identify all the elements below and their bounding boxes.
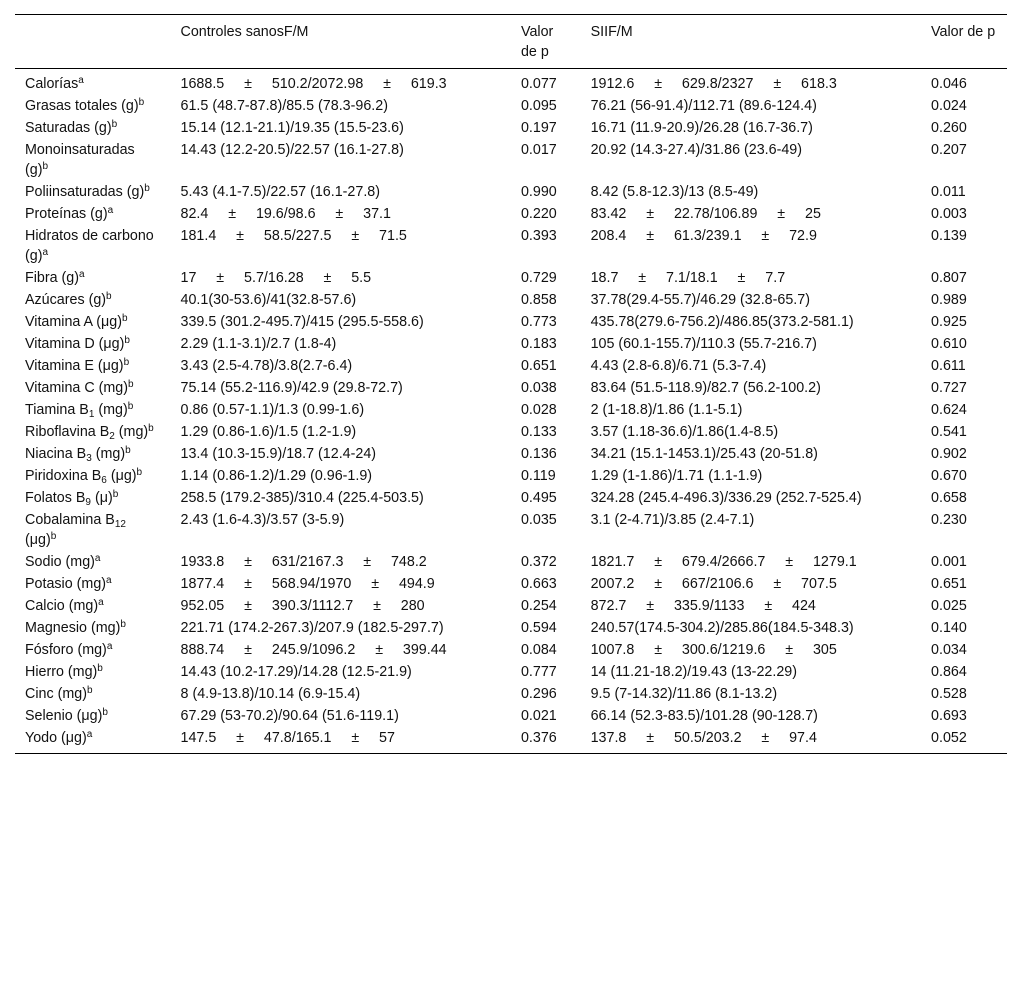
nutrient-name: Monoinsaturadas (g) xyxy=(25,142,135,178)
siif-p-value-cell: 0.651 xyxy=(931,576,967,592)
siif-value-cell: 1.29 (1-1.86)/1.71 (1.1-1.9) xyxy=(590,468,763,484)
controls-value-cell: 13.4 (10.3-15.9)/18.7 (12.4-24) xyxy=(180,446,377,462)
controls-value-cell: 1.29 (0.86-1.6)/1.5 (1.2-1.9) xyxy=(180,424,357,440)
table-row xyxy=(15,443,1007,465)
nutrient-name-cell xyxy=(15,117,171,139)
footnote-marker: b xyxy=(111,119,118,130)
controls-p-value-cell: 0.028 xyxy=(520,402,557,418)
siif-value-cell: 14 (11.21-18.2)/19.43 (13-22.29) xyxy=(590,664,797,680)
controls-value-cell: 8 (4.9-13.8)/10.14 (6.9-15.4) xyxy=(180,686,361,702)
controls-p-value-cell: 0.038 xyxy=(520,380,557,396)
controls-p-value-cell: 0.035 xyxy=(520,512,557,528)
table-row xyxy=(15,355,1007,377)
nutrient-name-cell xyxy=(15,225,171,267)
footnote-marker: b xyxy=(120,619,126,630)
footnote-marker: b xyxy=(124,335,130,346)
nutrient-name-cell xyxy=(15,639,171,661)
siif-p-value-cell: 0.925 xyxy=(931,314,967,330)
controls-p-value-cell: 0.296 xyxy=(520,686,557,702)
footnote-marker: b xyxy=(112,489,119,500)
controls-value-cell: 61.5 (48.7-87.8)/85.5 (78.3-96.2) xyxy=(180,98,388,114)
nutrient-name-cell xyxy=(15,267,171,289)
table-row xyxy=(15,267,1007,289)
footnote-marker: a xyxy=(98,597,104,608)
header-controls: Controles sanosF/M xyxy=(180,24,309,40)
nutrient-name-cell xyxy=(15,661,171,683)
table-row xyxy=(15,333,1007,355)
siif-p-value-cell: 0.541 xyxy=(931,424,967,440)
footnote-marker: b xyxy=(136,467,143,478)
table-header-row xyxy=(15,15,1007,69)
controls-value-cell: 17 ± 5.7/16.28 ± 5.5 xyxy=(180,270,372,286)
siif-p-value-cell: 0.003 xyxy=(931,206,967,222)
siif-p-value-cell: 0.260 xyxy=(931,120,967,136)
nutrient-name: Calorías xyxy=(25,76,79,92)
table-row xyxy=(15,639,1007,661)
footnote-marker: b xyxy=(106,291,112,302)
nutrient-name-cell xyxy=(15,289,171,311)
controls-value-cell: 2.29 (1.1-3.1)/2.7 (1.8-4) xyxy=(180,336,337,352)
controls-p-value-cell: 0.773 xyxy=(520,314,557,330)
siif-value-cell: 37.78(29.4-55.7)/46.29 (32.8-65.7) xyxy=(590,292,810,308)
siif-p-value-cell: 0.140 xyxy=(931,620,967,636)
table-row xyxy=(15,617,1007,639)
nutrient-name-cell xyxy=(15,509,171,551)
nutrient-unit: (mg) xyxy=(114,424,149,440)
siif-value-cell: 83.42 ± 22.78/106.89 ± 25 xyxy=(590,206,821,222)
controls-p-value-cell: 0.651 xyxy=(520,358,557,374)
nutrient-name: Vitamina C (mg) xyxy=(25,380,129,396)
siif-value-cell: 105 (60.1-155.7)/110.3 (55.7-216.7) xyxy=(590,336,817,352)
controls-value-cell: 221.71 (174.2-267.3)/207.9 (182.5-297.7) xyxy=(180,620,444,636)
vitamin-subscript: 12 xyxy=(114,519,126,530)
controls-value-cell: 1.14 (0.86-1.2)/1.29 (0.96-1.9) xyxy=(180,468,373,484)
siif-value-cell: 324.28 (245.4-496.3)/336.29 (252.7-525.4) xyxy=(590,490,862,506)
vitamin-subscript: 3 xyxy=(86,453,92,464)
nutrient-name: Grasas totales (g) xyxy=(25,98,139,114)
controls-value-cell: 147.5 ± 47.8/165.1 ± 57 xyxy=(180,730,395,746)
nutrient-name-cell xyxy=(15,69,171,96)
nutrient-name: Hidratos de carbono (g) xyxy=(25,228,154,264)
footnote-marker: a xyxy=(106,575,112,586)
siif-value-cell: 2007.2 ± 667/2106.6 ± 707.5 xyxy=(590,576,837,592)
controls-value-cell: 952.05 ± 390.3/1112.7 ± 280 xyxy=(180,598,425,614)
header-nutrient xyxy=(15,15,171,69)
table-row xyxy=(15,139,1007,181)
nutrient-name-cell xyxy=(15,181,171,203)
nutrient-name: Saturadas (g) xyxy=(25,120,112,136)
table-row xyxy=(15,181,1007,203)
controls-value-cell: 2.43 (1.6-4.3)/3.57 (3-5.9) xyxy=(180,512,345,528)
controls-value-cell: 888.74 ± 245.9/1096.2 ± 399.44 xyxy=(180,642,447,658)
controls-p-value-cell: 0.133 xyxy=(520,424,557,440)
table-row xyxy=(15,509,1007,551)
vitamin-subscript: 2 xyxy=(109,431,115,442)
siif-value-cell: 240.57(174.5-304.2)/285.86(184.5-348.3) xyxy=(590,620,854,636)
siif-p-value-cell: 0.611 xyxy=(931,358,966,374)
controls-value-cell: 1933.8 ± 631/2167.3 ± 748.2 xyxy=(180,554,427,570)
footnote-marker: b xyxy=(123,357,130,368)
siif-value-cell: 76.21 (56-91.4)/112.71 (89.6-124.4) xyxy=(590,98,817,114)
nutrient-name: Azúcares (g) xyxy=(25,292,107,308)
controls-p-value-cell: 0.372 xyxy=(520,554,557,570)
nutrient-name: Vitamina D (μg) xyxy=(25,336,125,352)
table-row xyxy=(15,595,1007,617)
table-row xyxy=(15,399,1007,421)
controls-p-value-cell: 0.183 xyxy=(520,336,557,352)
nutrient-name: Magnesio (mg) xyxy=(25,620,121,636)
controls-value-cell: 0.86 (0.57-1.1)/1.3 (0.99-1.6) xyxy=(180,402,365,418)
siif-value-cell: 66.14 (52.3-83.5)/101.28 (90-128.7) xyxy=(590,708,818,724)
nutrient-name: Vitamina E (μg) xyxy=(25,358,124,374)
nutrient-name-cell xyxy=(15,487,171,509)
table-row xyxy=(15,421,1007,443)
footnote-marker: b xyxy=(102,707,108,718)
siif-p-value-cell: 0.902 xyxy=(931,446,967,462)
nutrient-name: Niacina B xyxy=(25,446,87,462)
controls-p-value-cell: 0.017 xyxy=(520,142,557,158)
nutrient-name-cell xyxy=(15,377,171,399)
footnote-marker: b xyxy=(138,97,145,108)
footnote-marker: a xyxy=(106,641,113,652)
siif-p-value-cell: 0.001 xyxy=(931,554,967,570)
vitamin-subscript: 6 xyxy=(101,475,107,486)
footnote-marker: b xyxy=(42,161,49,172)
siif-p-value-cell: 0.610 xyxy=(931,336,967,352)
siif-p-value-cell: 0.727 xyxy=(931,380,967,396)
siif-value-cell: 83.64 (51.5-118.9)/82.7 (56.2-100.2) xyxy=(590,380,821,396)
nutrient-name-cell xyxy=(15,551,171,573)
controls-p-value-cell: 0.220 xyxy=(520,206,557,222)
nutrient-name: Riboflavina B xyxy=(25,424,110,440)
nutrient-unit: (μg) xyxy=(25,532,51,548)
siif-value-cell: 3.1 (2-4.71)/3.85 (2.4-7.1) xyxy=(590,512,755,528)
table-row xyxy=(15,465,1007,487)
footnote-marker: a xyxy=(79,269,85,280)
table-row xyxy=(15,705,1007,727)
footnote-marker: a xyxy=(42,247,49,258)
siif-p-value-cell: 0.139 xyxy=(931,228,967,244)
header-p-value-controls: Valor de p xyxy=(520,24,554,60)
table-row xyxy=(15,203,1007,225)
siif-value-cell: 2 (1-18.8)/1.86 (1.1-5.1) xyxy=(590,402,743,418)
siif-p-value-cell: 0.024 xyxy=(931,98,967,114)
siif-value-cell: 34.21 (15.1-1453.1)/25.43 (20-51.8) xyxy=(590,446,818,462)
controls-value-cell: 1688.5 ± 510.2/2072.98 ± 619.3 xyxy=(180,76,447,92)
controls-value-cell: 181.4 ± 58.5/227.5 ± 71.5 xyxy=(180,228,407,244)
nutrient-name: Fibra (g) xyxy=(25,270,80,286)
siif-value-cell: 18.7 ± 7.1/18.1 ± 7.7 xyxy=(590,270,786,286)
nutrient-unit: (mg) xyxy=(91,446,126,462)
vitamin-subscript: 9 xyxy=(85,497,91,508)
nutrient-name-cell xyxy=(15,465,171,487)
table-row xyxy=(15,377,1007,399)
siif-value-cell: 16.71 (11.9-20.9)/26.28 (16.7-36.7) xyxy=(590,120,813,136)
controls-value-cell: 15.14 (12.1-21.1)/19.35 (15.5-23.6) xyxy=(180,120,404,136)
controls-p-value-cell: 0.254 xyxy=(520,598,557,614)
table-row xyxy=(15,311,1007,333)
nutrient-name: Selenio (μg) xyxy=(25,708,103,724)
controls-value-cell: 1877.4 ± 568.94/1970 ± 494.9 xyxy=(180,576,435,592)
footnote-marker: a xyxy=(86,729,93,740)
siif-p-value-cell: 0.011 xyxy=(931,184,966,200)
siif-value-cell: 872.7 ± 335.9/1133 ± 424 xyxy=(590,598,816,614)
footnote-marker: b xyxy=(125,445,131,456)
nutrient-name: Potasio (mg) xyxy=(25,576,107,592)
table-row xyxy=(15,69,1007,96)
siif-p-value-cell: 0.807 xyxy=(931,270,967,286)
nutrient-name-cell xyxy=(15,617,171,639)
controls-p-value-cell: 0.594 xyxy=(520,620,557,636)
siif-value-cell: 137.8 ± 50.5/203.2 ± 97.4 xyxy=(590,730,817,746)
siif-value-cell: 20.92 (14.3-27.4)/31.86 (23.6-49) xyxy=(590,142,803,158)
controls-p-value-cell: 0.197 xyxy=(520,120,557,136)
table-row xyxy=(15,487,1007,509)
nutrient-name-cell xyxy=(15,333,171,355)
table-row xyxy=(15,95,1007,117)
header-p-value-siif: Valor de p xyxy=(931,24,996,40)
controls-value-cell: 75.14 (55.2-116.9)/42.9 (29.8-72.7) xyxy=(180,380,403,396)
controls-p-value-cell: 0.095 xyxy=(520,98,557,114)
nutrient-name-cell xyxy=(15,595,171,617)
controls-p-value-cell: 0.084 xyxy=(520,642,557,658)
siif-value-cell: 435.78(279.6-756.2)/486.85(373.2-581.1) xyxy=(590,314,854,330)
siif-p-value-cell: 0.693 xyxy=(931,708,967,724)
siif-value-cell: 208.4 ± 61.3/239.1 ± 72.9 xyxy=(590,228,817,244)
siif-p-value-cell: 0.230 xyxy=(931,512,967,528)
table-row xyxy=(15,661,1007,683)
controls-p-value-cell: 0.136 xyxy=(520,446,557,462)
nutrient-name-cell xyxy=(15,139,171,181)
nutrient-name: Folatos B xyxy=(25,490,86,506)
footnote-marker: b xyxy=(127,401,134,412)
controls-p-value-cell: 0.663 xyxy=(520,576,557,592)
table-row xyxy=(15,683,1007,705)
table-row xyxy=(15,117,1007,139)
nutrient-name: Proteínas (g) xyxy=(25,206,108,222)
nutrient-name: Fósforo (mg) xyxy=(25,642,107,658)
siif-p-value-cell: 0.989 xyxy=(931,292,967,308)
nutrient-name-cell xyxy=(15,421,171,443)
nutrient-name: Cobalamina B xyxy=(25,512,115,528)
nutrient-name: Cinc (mg) xyxy=(25,686,87,702)
nutrient-name-cell xyxy=(15,705,171,727)
nutrient-name: Vitamina A (μg) xyxy=(25,314,122,330)
siif-value-cell: 4.43 (2.8-6.8)/6.71 (5.3-7.4) xyxy=(590,358,767,374)
controls-value-cell: 82.4 ± 19.6/98.6 ± 37.1 xyxy=(180,206,391,222)
controls-value-cell: 14.43 (10.2-17.29)/14.28 (12.5-21.9) xyxy=(180,664,412,680)
controls-value-cell: 258.5 (179.2-385)/310.4 (225.4-503.5) xyxy=(180,490,424,506)
siif-p-value-cell: 0.207 xyxy=(931,142,967,158)
siif-p-value-cell: 0.025 xyxy=(931,598,967,614)
table-row xyxy=(15,551,1007,573)
nutrient-name: Poliinsaturadas (g) xyxy=(25,184,145,200)
controls-value-cell: 14.43 (12.2-20.5)/22.57 (16.1-27.8) xyxy=(180,142,404,158)
table-row xyxy=(15,727,1007,754)
controls-p-value-cell: 0.777 xyxy=(520,664,557,680)
siif-p-value-cell: 0.670 xyxy=(931,468,967,484)
nutrient-name: Piridoxina B xyxy=(25,468,102,484)
header-siif: SIIF/M xyxy=(590,24,633,40)
controls-value-cell: 3.43 (2.5-4.78)/3.8(2.7-6.4) xyxy=(180,358,353,374)
nutrient-name-cell xyxy=(15,399,171,421)
footnote-marker: b xyxy=(148,423,154,434)
siif-value-cell: 8.42 (5.8-12.3)/13 (8.5-49) xyxy=(590,184,759,200)
siif-value-cell: 9.5 (7-14.32)/11.86 (8.1-13.2) xyxy=(590,686,778,702)
footnote-marker: a xyxy=(78,75,84,86)
siif-value-cell: 3.57 (1.18-36.6)/1.86(1.4-8.5) xyxy=(590,424,779,440)
footnote-marker: b xyxy=(86,685,93,696)
siif-p-value-cell: 0.624 xyxy=(931,402,967,418)
controls-value-cell: 67.29 (53-70.2)/90.64 (51.6-119.1) xyxy=(180,708,399,724)
table-row xyxy=(15,573,1007,595)
nutrient-unit: (μ) xyxy=(90,490,113,506)
siif-p-value-cell: 0.046 xyxy=(931,76,967,92)
nutrient-name-cell xyxy=(15,573,171,595)
siif-p-value-cell: 0.528 xyxy=(931,686,967,702)
nutrient-comparison-table xyxy=(15,14,1007,754)
nutrient-unit: (mg) xyxy=(94,402,128,418)
vitamin-subscript: 1 xyxy=(88,409,95,420)
footnote-marker: a xyxy=(107,205,114,216)
footnote-marker: b xyxy=(97,663,103,674)
controls-p-value-cell: 0.858 xyxy=(520,292,557,308)
controls-p-value-cell: 0.119 xyxy=(520,468,556,484)
nutrient-name-cell xyxy=(15,443,171,465)
nutrient-name: Sodio (mg) xyxy=(25,554,95,570)
nutrient-name-cell xyxy=(15,355,171,377)
nutrient-unit: (μg) xyxy=(106,468,137,484)
nutrient-name-cell xyxy=(15,727,171,754)
footnote-marker: b xyxy=(121,313,128,324)
controls-p-value-cell: 0.021 xyxy=(520,708,557,724)
controls-value-cell: 40.1(30-53.6)/41(32.8-57.6) xyxy=(180,292,357,308)
controls-p-value-cell: 0.077 xyxy=(520,76,557,92)
nutrient-name-cell xyxy=(15,311,171,333)
controls-p-value-cell: 0.495 xyxy=(520,490,557,506)
controls-p-value-cell: 0.729 xyxy=(520,270,557,286)
siif-p-value-cell: 0.658 xyxy=(931,490,967,506)
siif-p-value-cell: 0.052 xyxy=(931,730,967,746)
controls-p-value-cell: 0.376 xyxy=(520,730,557,746)
nutrient-name-cell xyxy=(15,95,171,117)
siif-value-cell: 1821.7 ± 679.4/2666.7 ± 1279.1 xyxy=(590,554,857,570)
footnote-marker: b xyxy=(144,183,150,194)
controls-value-cell: 339.5 (301.2-495.7)/415 (295.5-558.6) xyxy=(180,314,424,330)
controls-p-value-cell: 0.990 xyxy=(520,184,557,200)
table-row xyxy=(15,289,1007,311)
nutrient-name: Calcio (mg) xyxy=(25,598,99,614)
nutrient-name: Yodo (μg) xyxy=(25,730,87,746)
nutrient-name-cell xyxy=(15,203,171,225)
siif-value-cell: 1912.6 ± 629.8/2327 ± 618.3 xyxy=(590,76,837,92)
nutrient-name: Tiamina B xyxy=(25,402,89,418)
controls-p-value-cell: 0.393 xyxy=(520,228,557,244)
siif-p-value-cell: 0.034 xyxy=(931,642,967,658)
table-row xyxy=(15,225,1007,267)
nutrient-name: Hierro (mg) xyxy=(25,664,98,680)
footnote-marker: a xyxy=(94,553,101,564)
nutrient-name-cell xyxy=(15,683,171,705)
footnote-marker: b xyxy=(50,531,57,542)
footnote-marker: b xyxy=(128,379,134,390)
controls-value-cell: 5.43 (4.1-7.5)/22.57 (16.1-27.8) xyxy=(180,184,381,200)
siif-value-cell: 1007.8 ± 300.6/1219.6 ± 305 xyxy=(590,642,837,658)
siif-p-value-cell: 0.864 xyxy=(931,664,967,680)
